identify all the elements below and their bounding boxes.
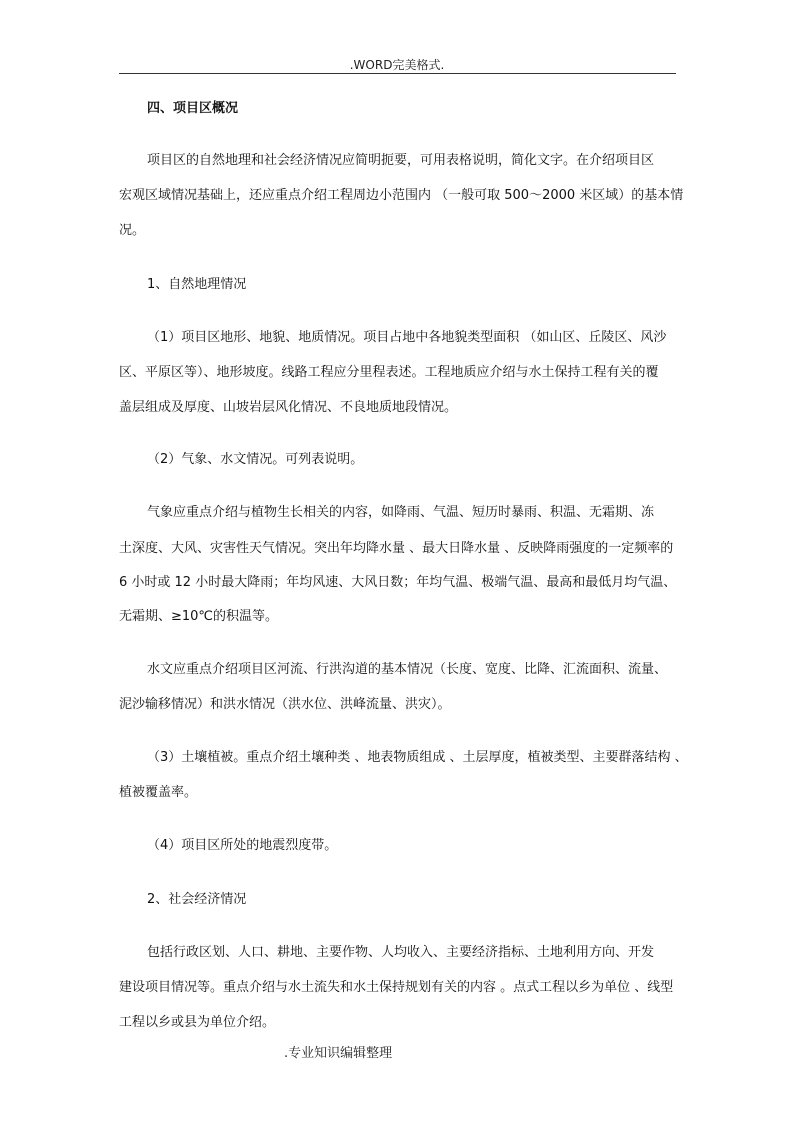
climate-heading: （2）气象、水文情况。可列表说明。 xyxy=(147,452,364,467)
intro-line-1: 项目区的自然地理和社会经济情况应简明扼要，可用表格说明，简化文字。在介绍项目区 xyxy=(147,153,655,168)
section-title: 四、项目区概况 xyxy=(147,101,239,116)
seismic-line: （4）项目区所处的地震烈度带。 xyxy=(147,838,338,853)
hydrology-line-1: 水文应重点介绍项目区河流、行洪沟道的基本情况（长度、宽度、比降、汇流面积、流量、 xyxy=(147,662,668,677)
socioeconomic-line-1: 包括行政区划、人口、耕地、主要作物、人均收入、主要经济指标、土地利用方向、开发 xyxy=(147,945,655,960)
intro-line-2: 宏观区域情况基础上，还应重点介绍工程周边小范围内 （一般可取 500～2000 米区域）的基本情 xyxy=(119,188,684,203)
climate-line-3: 6 小时或 12 小时最大降雨；年均风速、大风日数；年均气温、极端气温、最高和最低月均气温、 xyxy=(119,575,677,590)
soil-line-2: 植被覆盖率。 xyxy=(119,785,198,800)
page-header: .WORD完美格式. xyxy=(349,58,445,72)
intro-line-3: 况。 xyxy=(119,223,146,238)
hydrology-line-2: 泥沙输移情况）和洪水情况（洪水位、洪峰流量、洪灾）。 xyxy=(119,697,451,712)
socioeconomic-line-3: 工程以乡或县为单位介绍。 xyxy=(119,1015,276,1030)
socioeconomic-line-2: 建设项目情况等。重点介绍与水土流失和水土保持规划有关的内容 。点式工程以乡为单位 、线型 xyxy=(119,980,674,995)
subsection-title-socioeconomic: 2、社会经济情况 xyxy=(147,892,247,907)
climate-line-2: 土深度、大风、灾害性天气情况。突出年均降水量 、最大日降水量 、反映降雨强度的一定频率的 xyxy=(119,541,674,556)
subsection-title-natural: 1、自然地理情况 xyxy=(147,277,247,292)
page-footer: .专业知识编辑整理 xyxy=(284,1046,393,1061)
climate-line-1: 气象应重点介绍与植物生长相关的内容，如降雨、气温、短历时暴雨、积温、无霜期、冻 xyxy=(147,505,655,520)
climate-line-4: 无霜期、≥10℃的积温等。 xyxy=(119,609,279,624)
terrain-line-2: 区、平原区等）、地形坡度。线路工程应分里程表述。工程地质应介绍与水土保持工程有关的覆 xyxy=(119,365,659,380)
soil-line-1: （3）土壤植被。重点介绍土壤种类 、地表物质组成 、土层厚度，植被类型、主要群落结构 、 xyxy=(147,750,688,765)
header-divider xyxy=(119,73,676,74)
terrain-line-1: （1）项目区地形、地貌、地质情况。项目占地中各地貌类型面积 （如山区、丘陵区、风沙 xyxy=(147,330,667,345)
terrain-line-3: 盖层组成及厚度、山坡岩层风化情况、不良地质地段情况。 xyxy=(119,400,458,415)
